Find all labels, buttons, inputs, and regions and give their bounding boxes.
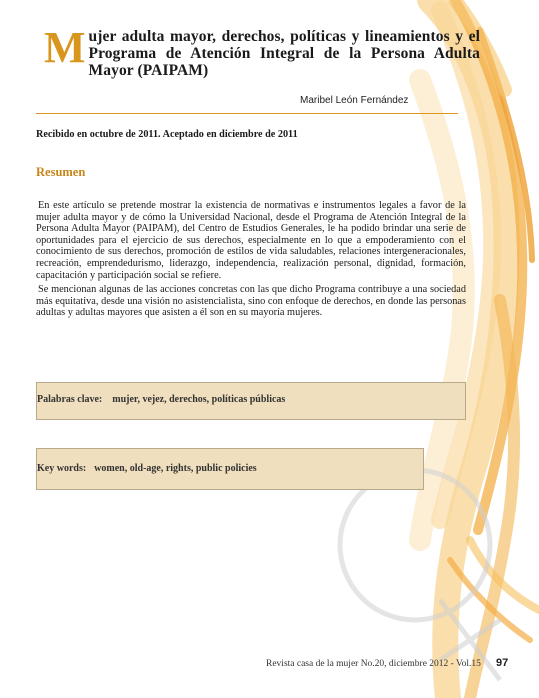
abstract-heading: Resumen [36, 165, 86, 179]
keywords-english-box [36, 448, 424, 490]
keywords-english-label: Key words: [37, 463, 87, 474]
journal-footer: Revista casa de la mujer No.20, diciembre 2012 - Vol.15 [266, 659, 481, 669]
received-accepted-dates: Recibido en octubre de 2011. Aceptado en diciembre de 2011 [36, 129, 298, 140]
keywords-spanish-box [36, 382, 466, 420]
keywords-spanish-terms: mujer, vejez, derechos, políticas públicas [112, 394, 286, 405]
abstract-body [36, 200, 466, 322]
article-title-block [36, 23, 480, 79]
author-name: Maribel León Fernández [300, 95, 409, 106]
header-divider [36, 113, 458, 114]
keywords-english-terms: women, old-age, rights, public policies [94, 463, 257, 474]
title-drop-cap: M [44, 23, 86, 72]
abstract-paragraph-1: En este artículo se pretende mostrar la existencia de normativas e instrumentos legales a favor de la mujer adulta mayor y de cómo la Universidad Nacional, desde el Programa de Atención Integral de la Persona Adulta Mayor (PAIPAM), del Centro de Estudios Generales, le ha podido brindar una serie de oportunidades para el ejercicio de sus derechos, especialmente en lo que a empoderamiento con el conocimiento de sus derechos, promoción de estilos de vida saludables, relaciones intergeneracionales, recreación, emprendedurismo, liderazgo, independencia, realización personal, dignidad, formación, capacitación y participación social se refiere. [36, 200, 466, 281]
article-title: ujer adulta mayor, derechos, políticas y lineamientos y el Programa de Atención Integral de la Persona Adulta Mayor (PAIPAM) [88, 28, 480, 79]
page-number: 97 [496, 657, 509, 669]
keywords-spanish-label: Palabras clave: [37, 394, 103, 405]
abstract-paragraph-2: Se mencionan algunas de las acciones concretas con las que dicho Programa contribuye a una sociedad más equitativa, desde una visión no asistencialista, sino con enfoque de derechos, en donde las personas adultas y adultas mayores que asisten a él son en su mayoría mujeres. [36, 284, 466, 319]
